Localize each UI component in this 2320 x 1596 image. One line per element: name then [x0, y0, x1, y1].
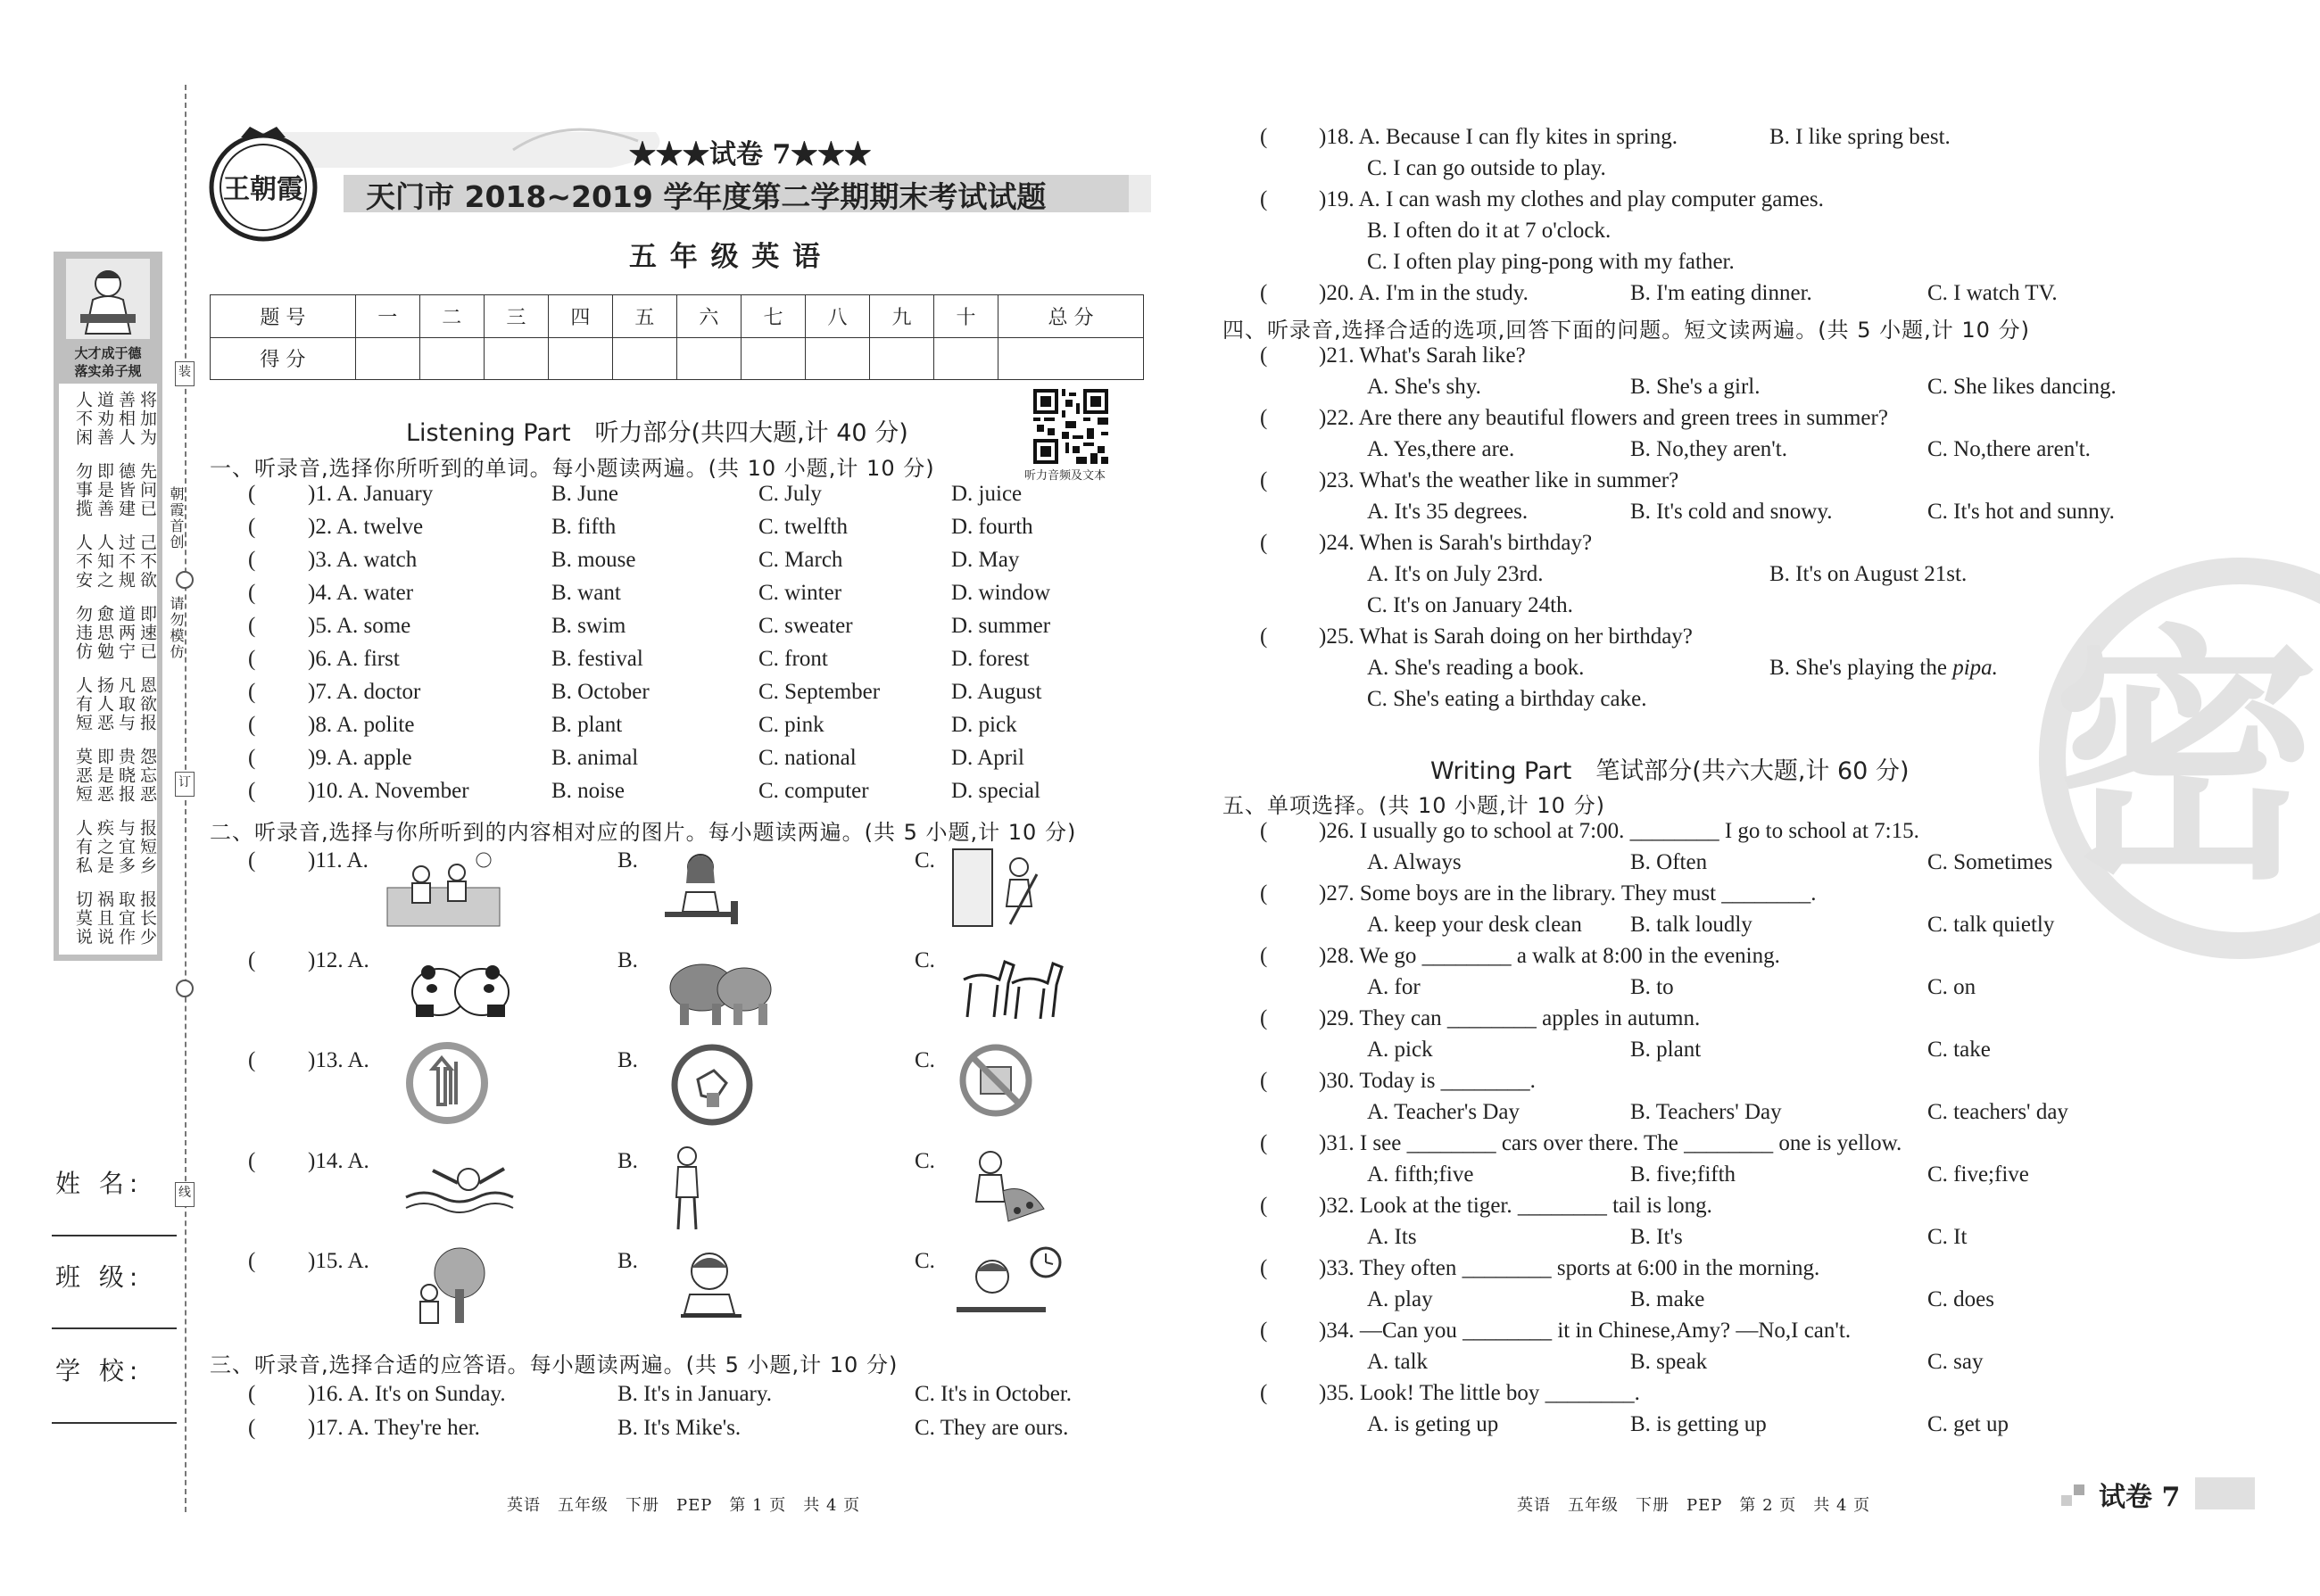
score-input[interactable] — [419, 337, 484, 380]
motto-column: 先问已 — [137, 462, 157, 518]
q2: )2. A. twelve — [308, 515, 424, 539]
q20-b: B. I'm eating dinner. — [1630, 281, 1812, 305]
ring-1 — [176, 571, 194, 589]
footer-left: 英语 五年级 下册 PEP 第 1 页 共 4 页 — [507, 1496, 861, 1515]
q6-b: B. festival — [551, 647, 643, 671]
q24-b: B. It's on August 21st. — [1769, 562, 1968, 586]
q9: )9. A. apple — [308, 746, 412, 770]
q24-a: A. It's on July 23rd. — [1367, 562, 1544, 586]
q35-a: A. is geting up — [1367, 1412, 1499, 1436]
q2-c: C. twelfth — [758, 515, 848, 539]
section-1-heading: 一、听录音,选择你所听到的单词。每小题读两遍。(共 10 小题,计 10 分) — [210, 456, 935, 481]
q27-c: C. talk quietly — [1927, 913, 2055, 937]
listening-part-title: Listening Part 听力部分(共四大题,计 40 分) — [406, 419, 908, 447]
paren: ( — [248, 680, 256, 704]
motto-column: 人不闲 — [73, 391, 93, 447]
q34-c: C. say — [1927, 1350, 1984, 1374]
paren: ( — [1260, 531, 1268, 555]
hole-2: 订 — [175, 772, 195, 797]
paren: ( — [248, 647, 256, 671]
q9-d: D. April — [951, 746, 1024, 770]
paren: ( — [248, 779, 256, 803]
q31-a: A. fifth;five — [1367, 1162, 1474, 1187]
q1: )1. A. January — [308, 482, 434, 506]
q1-b: B. June — [551, 482, 618, 506]
q8-b: B. plant — [551, 713, 623, 737]
q30-a: A. Teacher's Day — [1367, 1100, 1520, 1124]
one-way-sign-image — [406, 1042, 488, 1124]
q18: )18. A. Because I can fly kites in spring. — [1319, 125, 1678, 149]
section-4-heading: 四、听录音,选择合适的选项,回答下面的问题。短文读两遍。(共 5 小题,计 10 分) — [1222, 318, 2030, 343]
q28-a: A. for — [1367, 975, 1421, 999]
paren: ( — [248, 1382, 256, 1406]
q7-d: D. August — [951, 680, 1042, 704]
ring-2 — [176, 980, 194, 997]
exam-title: 天门市 2018~2019 学年度第二学期期末考试试题 — [366, 179, 1047, 214]
girl-reading-image — [656, 1245, 772, 1325]
q16-b: B. It's in January. — [617, 1382, 772, 1406]
q12-c: C. — [915, 948, 935, 972]
q24: )24. When is Sarah's birthday? — [1319, 531, 1593, 555]
pandas-image — [403, 946, 519, 1026]
score-cell: 三 — [484, 295, 548, 338]
paren: ( — [1260, 281, 1268, 305]
no-touching-sign-image — [959, 1044, 1032, 1117]
elephants-image — [662, 948, 778, 1029]
q27: )27. Some boys are in the library. They must ________. — [1319, 881, 1817, 906]
motto-column: 切莫说 — [73, 890, 93, 947]
q12: )12. A. — [308, 948, 369, 972]
hole-1: 装 — [175, 361, 195, 386]
score-table — [210, 294, 1144, 380]
q28-b: B. to — [1630, 975, 1674, 999]
motto-column: 莫恶短 — [73, 748, 93, 804]
q26-b: B. Often — [1630, 850, 1708, 874]
q23-a: A. It's 35 degrees. — [1367, 500, 1529, 524]
motto-column: 即是恶 — [95, 748, 114, 804]
q33-a: A. play — [1367, 1287, 1433, 1311]
q11-c: C. — [915, 848, 935, 872]
picnic-image — [385, 848, 501, 928]
q33-c: C. does — [1927, 1287, 1994, 1311]
q25: )25. What is Sarah doing on her birthday? — [1319, 624, 1693, 649]
q19-b: B. I often do it at 7 o'clock. — [1367, 219, 1612, 243]
q13: )13. A. — [308, 1048, 369, 1072]
paren: ( — [1260, 468, 1268, 492]
q19: )19. A. I can wash my clothes and play computer games. — [1319, 187, 1824, 211]
q4-d: D. window — [951, 581, 1051, 605]
q8-d: D. pick — [951, 713, 1017, 737]
q25-c: C. She's eating a birthday cake. — [1367, 687, 1647, 711]
motto-bottom: 落实弟子规 — [74, 363, 142, 379]
q5-d: D. summer — [951, 614, 1051, 638]
score-cell: 八 — [805, 295, 869, 338]
boy-picking-image — [946, 1146, 1062, 1227]
paren: ( — [248, 614, 256, 638]
q14-b: B. — [617, 1149, 638, 1173]
q23: )23. What's the weather like in summer? — [1319, 468, 1679, 492]
q22-a: A. Yes,there are. — [1367, 437, 1515, 461]
name-field[interactable] — [52, 1235, 177, 1236]
q29-c: C. take — [1927, 1038, 1991, 1062]
q34-b: B. speak — [1630, 1350, 1708, 1374]
paren: ( — [248, 515, 256, 539]
q5: )5. A. some — [308, 614, 411, 638]
sidebar-motto — [54, 252, 162, 961]
q23-c: C. It's hot and sunny. — [1927, 500, 2115, 524]
class-label: 班 级: — [55, 1262, 144, 1292]
margin-text-2: 请勿模仿 — [168, 596, 185, 660]
class-field[interactable] — [52, 1327, 177, 1329]
q29-a: A. pick — [1367, 1038, 1433, 1062]
q32: )32. Look at the tiger. ________ tail is long. — [1319, 1194, 1712, 1218]
q3-d: D. May — [951, 548, 1020, 572]
q7-c: C. September — [758, 680, 881, 704]
q21-a: A. She's shy. — [1367, 375, 1481, 399]
q26-c: C. Sometimes — [1927, 850, 2053, 874]
q15: )15. A. — [308, 1249, 369, 1273]
q35-b: B. is getting up — [1630, 1412, 1767, 1436]
score-input[interactable] — [998, 337, 1144, 380]
paren: ( — [1260, 1194, 1268, 1218]
paren: ( — [248, 1149, 256, 1173]
paren: ( — [1260, 1256, 1268, 1280]
q22: )22. Are there any beautiful flowers and green trees in summer? — [1319, 406, 1888, 430]
q14: )14. A. — [308, 1149, 369, 1173]
planting-tree-image — [406, 1245, 522, 1325]
q10: )10. A. November — [308, 779, 469, 803]
q18-c: C. I can go outside to play. — [1367, 156, 1606, 180]
footer-right: 英语 五年级 下册 PEP 第 2 页 共 4 页 — [1517, 1496, 1871, 1515]
q26: )26. I usually go to school at 7:00. ________ I go to school at 7:15. — [1319, 819, 1919, 843]
motto-top: 大才成于德 — [74, 345, 142, 361]
horses-image — [955, 944, 1071, 1024]
boy-standing-image — [660, 1144, 714, 1233]
q9-b: B. animal — [551, 746, 639, 770]
school-field[interactable] — [52, 1422, 177, 1424]
motto-column: 道两宁 — [116, 605, 136, 661]
q27-a: A. keep your desk clean — [1367, 913, 1582, 937]
motto-column: 己不欲 — [137, 533, 157, 590]
motto-column: 勿事揽 — [73, 462, 93, 518]
motto-column: 凡取与 — [116, 676, 136, 732]
q16-c: C. It's in October. — [915, 1382, 1073, 1406]
paren: ( — [248, 948, 256, 972]
q10-d: D. special — [951, 779, 1040, 803]
girl-studying-image — [656, 848, 772, 928]
section-2-heading: 二、听录音,选择与你所听到的内容相对应的图片。每小题读两遍。(共 5 小题,计 10 分) — [210, 820, 1077, 845]
motto-column: 人有短 — [73, 676, 93, 732]
motto-column: 即是善 — [95, 462, 114, 518]
motto-column: 人有私 — [73, 819, 93, 875]
motto-column: 将加为 — [137, 391, 157, 447]
paren: ( — [1260, 1006, 1268, 1030]
q3-c: C. March — [758, 548, 843, 572]
q21: )21. What's Sarah like? — [1319, 343, 1526, 368]
motto-column: 即速已 — [137, 605, 157, 661]
q33-b: B. make — [1630, 1287, 1705, 1311]
q4: )4. A. water — [308, 581, 414, 605]
name-label: 姓 名: — [55, 1169, 144, 1198]
q5-b: B. swim — [551, 614, 626, 638]
paren: ( — [1260, 1069, 1268, 1093]
no-littering-sign-image — [671, 1044, 753, 1126]
score-cell: 六 — [676, 295, 741, 338]
q19-c: C. I often play ping-pong with my father. — [1367, 250, 1735, 274]
binding-line — [185, 85, 186, 1512]
q5-c: C. sweater — [758, 614, 853, 638]
q6-c: C. front — [758, 647, 828, 671]
q25-b-text: B. She's playing the — [1769, 656, 1953, 680]
score-input[interactable] — [805, 337, 869, 380]
score-cell: 四 — [548, 295, 612, 338]
motto-column: 扬人恶 — [95, 676, 114, 732]
motto-column: 人不安 — [73, 533, 93, 590]
paren: ( — [1260, 343, 1268, 368]
q24-c: C. It's on January 24th. — [1367, 593, 1573, 617]
margin-text-1: 朝霞首创 — [168, 486, 185, 550]
q10-b: B. noise — [551, 779, 625, 803]
paren: ( — [1260, 125, 1268, 149]
q2-b: B. fifth — [551, 515, 617, 539]
paren: ( — [1260, 819, 1268, 843]
writing-part-title: Writing Part 笔试部分(共六大题,计 60 分) — [1430, 757, 1910, 785]
motto-column: 怨忘恶 — [137, 748, 157, 804]
q28: )28. We go ________ a walk at 8:00 in the evening. — [1319, 944, 1780, 968]
q17-c: C. They are ours. — [915, 1416, 1069, 1440]
q21-b: B. She's a girl. — [1630, 375, 1761, 399]
q35: )35. Look! The little boy ________. — [1319, 1381, 1640, 1405]
q31: )31. I see ________ cars over there. The ________ one is yellow. — [1319, 1131, 1902, 1155]
paren: ( — [248, 1416, 256, 1440]
q13-b: B. — [617, 1048, 638, 1072]
paren: ( — [248, 746, 256, 770]
q13-c: C. — [915, 1048, 935, 1072]
q7-b: B. October — [551, 680, 650, 704]
q10-c: C. computer — [758, 779, 869, 803]
confidential-watermark-glyph: 密 — [2052, 600, 2320, 915]
q30: )30. Today is ________. — [1319, 1069, 1536, 1093]
q15-c: C. — [915, 1249, 935, 1273]
hole-3: 线 — [175, 1182, 195, 1207]
q21-c: C. She likes dancing. — [1927, 375, 2117, 399]
q29: )29. They can ________ apples in autumn. — [1319, 1006, 1701, 1030]
boy-clock-image — [948, 1245, 1064, 1325]
q25-b — [1769, 656, 1998, 681]
q3-b: B. mouse — [551, 548, 636, 572]
score-input[interactable] — [484, 337, 548, 380]
motto-column: 祸且说 — [95, 890, 114, 947]
q30-b: B. Teachers' Day — [1630, 1100, 1782, 1124]
paren: ( — [1260, 944, 1268, 968]
motto-column: 与宜多 — [116, 819, 136, 875]
q20-c: C. I watch TV. — [1927, 281, 2058, 305]
q18-b: B. I like spring best. — [1769, 125, 1951, 149]
score-input[interactable] — [548, 337, 612, 380]
boy-sweeping-image — [948, 848, 1064, 928]
school-label: 学 校: — [55, 1356, 144, 1385]
q7: )7. A. doctor — [308, 680, 421, 704]
score-cell: 二 — [419, 295, 484, 338]
q32-b: B. It's — [1630, 1225, 1683, 1249]
score-cell: 总 分 — [998, 295, 1144, 338]
exam-tag: ★★★试卷 7★★★ — [629, 139, 872, 170]
q11-b: B. — [617, 848, 638, 872]
qr-code — [1033, 389, 1108, 464]
q8-c: C. pink — [758, 713, 824, 737]
q1-d: D. juice — [951, 482, 1023, 506]
q6-d: D. forest — [951, 647, 1030, 671]
motto-column: 德皆建 — [116, 462, 136, 518]
motto-column: 疾之是 — [95, 819, 114, 875]
q34: )34. —Can you ________ it in Chinese,Amy? —No,I can't. — [1319, 1319, 1852, 1343]
score-input[interactable] — [741, 337, 805, 380]
score-cell: 得 分 — [211, 337, 356, 380]
q28-c: C. on — [1927, 975, 1976, 999]
paren: ( — [1260, 406, 1268, 430]
score-cell: 一 — [355, 295, 419, 338]
exam-subtitle: 五 年 级 英 语 — [629, 241, 823, 273]
score-input[interactable] — [612, 337, 676, 380]
q35-c: C. get up — [1927, 1412, 2009, 1436]
motto-column: 贵晓报 — [116, 748, 136, 804]
motto-column: 勿违仿 — [73, 605, 93, 661]
q26-a: A. Always — [1367, 850, 1462, 874]
swimming-image — [406, 1144, 522, 1224]
paren: ( — [248, 713, 256, 737]
score-cell: 十 — [934, 295, 998, 338]
q11: )11. A. — [308, 848, 369, 872]
score-header-row — [211, 295, 1144, 338]
score-input[interactable] — [934, 337, 998, 380]
paren: ( — [248, 482, 256, 506]
qr-caption: 听力音频及文本 — [1024, 469, 1106, 483]
paren: ( — [248, 581, 256, 605]
score-cell: 九 — [870, 295, 934, 338]
motto-column: 愈思勉 — [95, 605, 114, 661]
paren: ( — [1260, 187, 1268, 211]
q25-a: A. She's reading a book. — [1367, 656, 1585, 680]
q4-b: B. want — [551, 581, 621, 605]
q17: )17. A. They're her. — [308, 1416, 480, 1440]
paren: ( — [1260, 1131, 1268, 1155]
score-input[interactable] — [676, 337, 741, 380]
logo-text: 王朝霞 — [223, 174, 303, 205]
paren: ( — [248, 848, 256, 872]
child-figure-image — [66, 259, 150, 339]
paren: ( — [1260, 1381, 1268, 1405]
score-value-row — [211, 337, 1144, 380]
score-input[interactable] — [355, 337, 419, 380]
q15-b: B. — [617, 1249, 638, 1273]
motto-column: 报长少 — [137, 890, 157, 947]
q31-b: B. five;fifth — [1630, 1162, 1736, 1187]
q22-b: B. No,they aren't. — [1630, 437, 1787, 461]
q17-b: B. It's Mike's. — [617, 1416, 742, 1440]
motto-column: 过不规 — [116, 533, 136, 590]
q12-b: B. — [617, 948, 638, 972]
score-input[interactable] — [870, 337, 934, 380]
section-3-heading: 三、听录音,选择合适的应答语。每小题读两遍。(共 5 小题,计 10 分) — [210, 1352, 899, 1377]
q16: )16. A. It's on Sunday. — [308, 1382, 506, 1406]
motto-panel — [59, 384, 157, 955]
q9-c: C. national — [758, 746, 857, 770]
motto-column: 善相人 — [116, 391, 136, 447]
q6: )6. A. first — [308, 647, 400, 671]
paren: ( — [248, 1048, 256, 1072]
motto-column: 人知之 — [95, 533, 114, 590]
q31-c: C. five;five — [1927, 1162, 2029, 1187]
q25-b-italic: pipa. — [1952, 656, 1998, 680]
q27-b: B. talk loudly — [1630, 913, 1752, 937]
paren: ( — [1260, 1319, 1268, 1343]
q8: )8. A. polite — [308, 713, 415, 737]
q32-c: C. It — [1927, 1225, 1968, 1249]
q30-c: C. teachers' day — [1927, 1100, 2068, 1124]
q22-c: C. No,there aren't. — [1927, 437, 2091, 461]
motto-column: 道劝善 — [95, 391, 114, 447]
q20: )20. A. I'm in the study. — [1319, 281, 1529, 305]
q2-d: D. fourth — [951, 515, 1033, 539]
motto-column: 取宜作 — [116, 890, 136, 947]
q3: )3. A. watch — [308, 548, 418, 572]
footer-tag: 试卷 7 — [2099, 1482, 2181, 1513]
q34-a: A. talk — [1367, 1350, 1429, 1374]
paren: ( — [1260, 881, 1268, 906]
score-cell: 题 号 — [211, 295, 356, 338]
motto-column: 报短乡 — [137, 819, 157, 875]
paren: ( — [248, 1249, 256, 1273]
q23-b: B. It's cold and snowy. — [1630, 500, 1833, 524]
section-5-heading: 五、单项选择。(共 10 小题,计 10 分) — [1222, 793, 1605, 818]
motto-column: 恩欲报 — [137, 676, 157, 732]
paren: ( — [1260, 624, 1268, 649]
q32-a: A. Its — [1367, 1225, 1417, 1249]
score-cell: 五 — [612, 295, 676, 338]
q14-c: C. — [915, 1149, 935, 1173]
score-cell: 七 — [741, 295, 805, 338]
q1-c: C. July — [758, 482, 822, 506]
paren: ( — [248, 548, 256, 572]
q29-b: B. plant — [1630, 1038, 1702, 1062]
q33: )33. They often ________ sports at 6:00 in the morning. — [1319, 1256, 1820, 1280]
q4-c: C. winter — [758, 581, 842, 605]
